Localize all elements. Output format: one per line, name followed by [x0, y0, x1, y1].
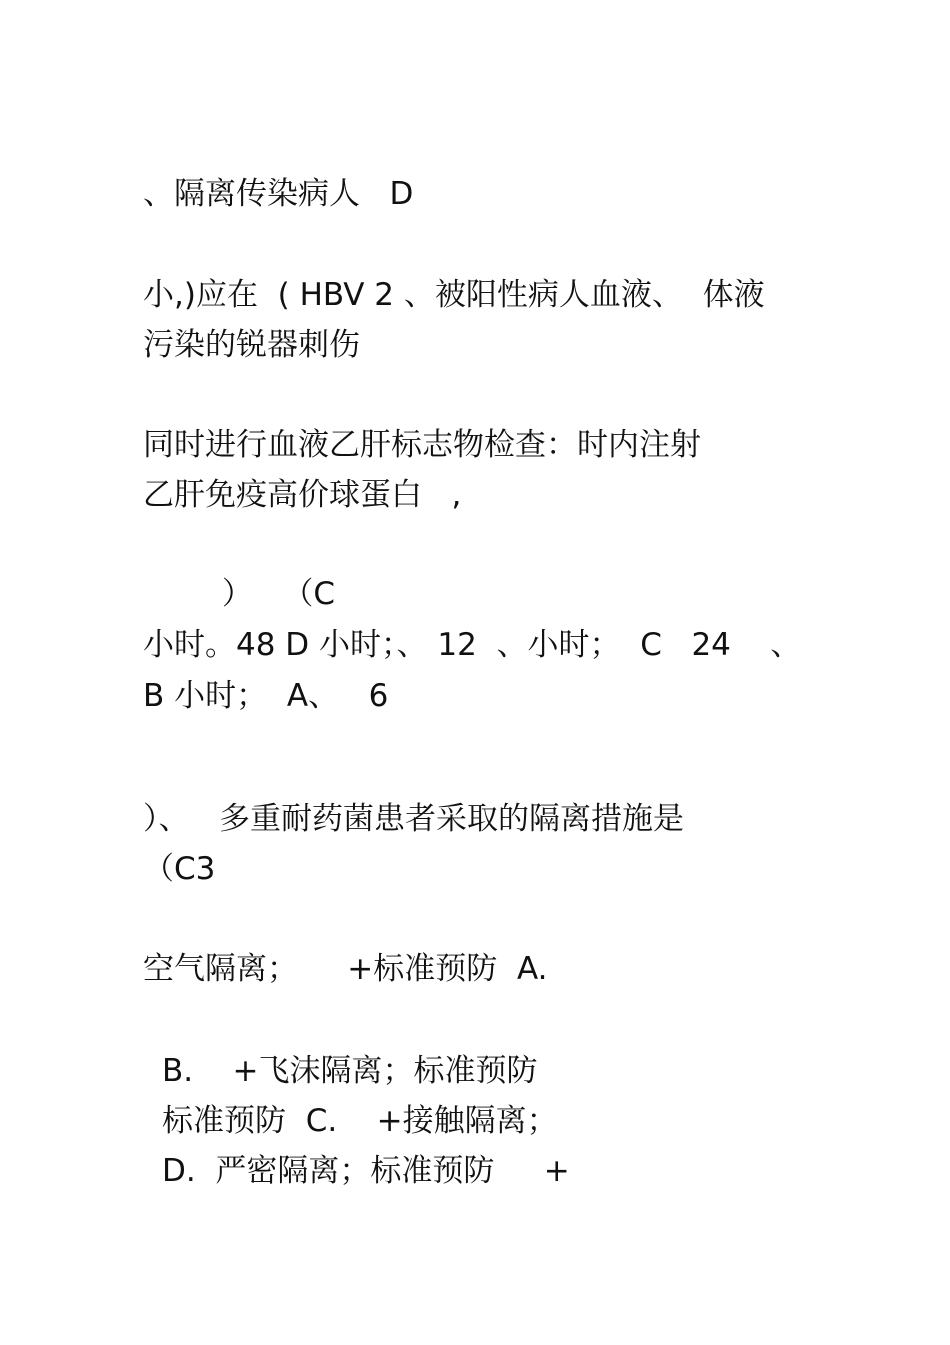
text-line: 乙肝免疫高价球蛋白 ,: [143, 477, 462, 513]
option-line: 标准预防 C. +接触隔离；: [162, 1103, 558, 1139]
text-line: 污染的锐器刺伤: [143, 327, 360, 363]
option-line: D. 严密隔离；标准预防 +: [162, 1153, 570, 1189]
text-line: 小时。48 D 小时；、 12 、小时； C 24 、: [143, 627, 802, 663]
option-line: 空气隔离； +标准预防 A.: [143, 951, 548, 987]
question-line: ）、 多重耐药菌患者采取的隔离措施是: [143, 801, 685, 837]
option-line: B. +飞沫隔离；标准预防: [162, 1053, 538, 1089]
text-line: 、隔离传染病人 D: [143, 176, 414, 212]
text-line: 小,)应在 ( HBV 2 、被阳性病人血液、 体液: [143, 277, 765, 313]
text-line: ） （C: [143, 576, 336, 612]
text-line: B 小时； A、 6: [143, 678, 389, 714]
answer-line: （C3: [143, 851, 216, 887]
text-line: 同时进行血液乙肝标志物检查：时内注射: [143, 427, 701, 463]
